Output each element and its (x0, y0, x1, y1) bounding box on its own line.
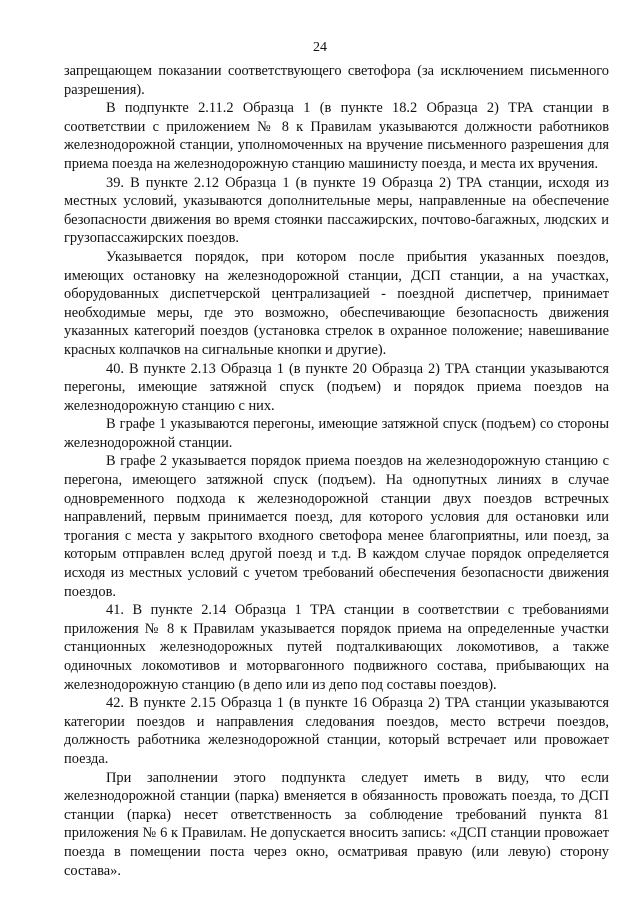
paragraph-item-40-column-1: В графе 1 указываются перегоны, имеющие затяжной спуск (подъем) со стороны железнодорожной станции. (64, 416, 609, 451)
paragraph-subitem-2-11-2: В подпункте 2.11.2 Образца 1 (в пункте 18.2 Образца 2) ТРА станции в соответствии с приложением № 8 к Правилам указываются должности работников железнодорожной станции, уполномоченных на вручение письменного разрешения для приема поезда на железнодорожную станцию машинисту поезда, и места их вручения. (64, 100, 609, 172)
paragraph-continuation: запрещающем показании соответствующего светофора (за исключением письменного разрешения). (64, 63, 609, 98)
paragraph-item-41: 41. В пункте 2.14 Образца 1 ТРА станции в соответствии с требованиями приложения № 8 к Правилам указывается порядок приема на определенные участки станционных железнодорожных путей подталкивающих локомотивов, а также одиночных локомотивов и моторвагонного подвижного состава, прибывающих на железнодорожную станцию (в депо или из депо под составы поездов). (64, 602, 609, 693)
paragraph-item-40: 40. В пункте 2.13 Образца 1 (в пункте 20 Образца 2) ТРА станции указываются перегоны, имеющие затяжной спуск (подъем) и порядок приема поездов на железнодорожную станцию с них. (64, 360, 609, 414)
paragraph-item-42-note: При заполнении этого подпункта следует иметь в виду, что если железнодорожной станции (парка) вменяется в обязанность провожать поезда, то ДСП станции (парка) несет ответственность за соблюдение требований пункта 81 приложения № 6 к Правилам. Не допускается вносить запись: «ДСП станции провожает поезда в помещении поста через окно, осматривая правую (или левую) сторону состава». (64, 769, 609, 879)
paragraph-item-39: 39. В пункте 2.12 Образца 1 (в пункте 19 Образца 2) ТРА станции, исходя из местных условий, указываются дополнительные меры, направленные на обеспечение безопасности движения во время стоянки пассажирских, почтово-багажных, людских и грузопассажирских поездов. (64, 174, 609, 247)
paragraph-item-42: 42. В пункте 2.15 Образца 1 (в пункте 16 Образца 2) ТРА станции указываются категории поездов и направления следования поездов, место встречи поездов, должность работника железнодорожной станции, который встречает или провожает поезда. (64, 695, 609, 767)
paragraph-item-39-procedure: Указывается порядок, при котором после прибытия указанных поездов, имеющих остановку на железнодорожной станции, ДСП станции, а на участках, оборудованных диспетчерской централизацией - поездной диспетчер, принимает необходимые меры, где это возможно, обеспечивающие безопасность движения указанных категорий поездов (установка стрелок в охранное положение; навешивание красных колпачков на сигнальные кнопки и другие). (64, 248, 609, 358)
page-body (64, 62, 609, 880)
page-number: 24 (313, 40, 327, 55)
paragraph-item-40-column-2: В графе 2 указывается порядок приема поездов на железнодорожную станцию с перегона, имеющего затяжной спуск (подъем). На однопутных линиях в случае одновременного подхода к железнодорожной станции двух поездов встречных направлений, первым принимается поезд, для которого условия для остановки или трогания с места у закрытого входного светофора менее благоприятны, или поезд, за которым отправлен вслед другой поезд и т.д. В каждом случае порядок определяется исходя из местных условий с учетом требований обеспечения безопасности движения поездов. (64, 453, 609, 600)
